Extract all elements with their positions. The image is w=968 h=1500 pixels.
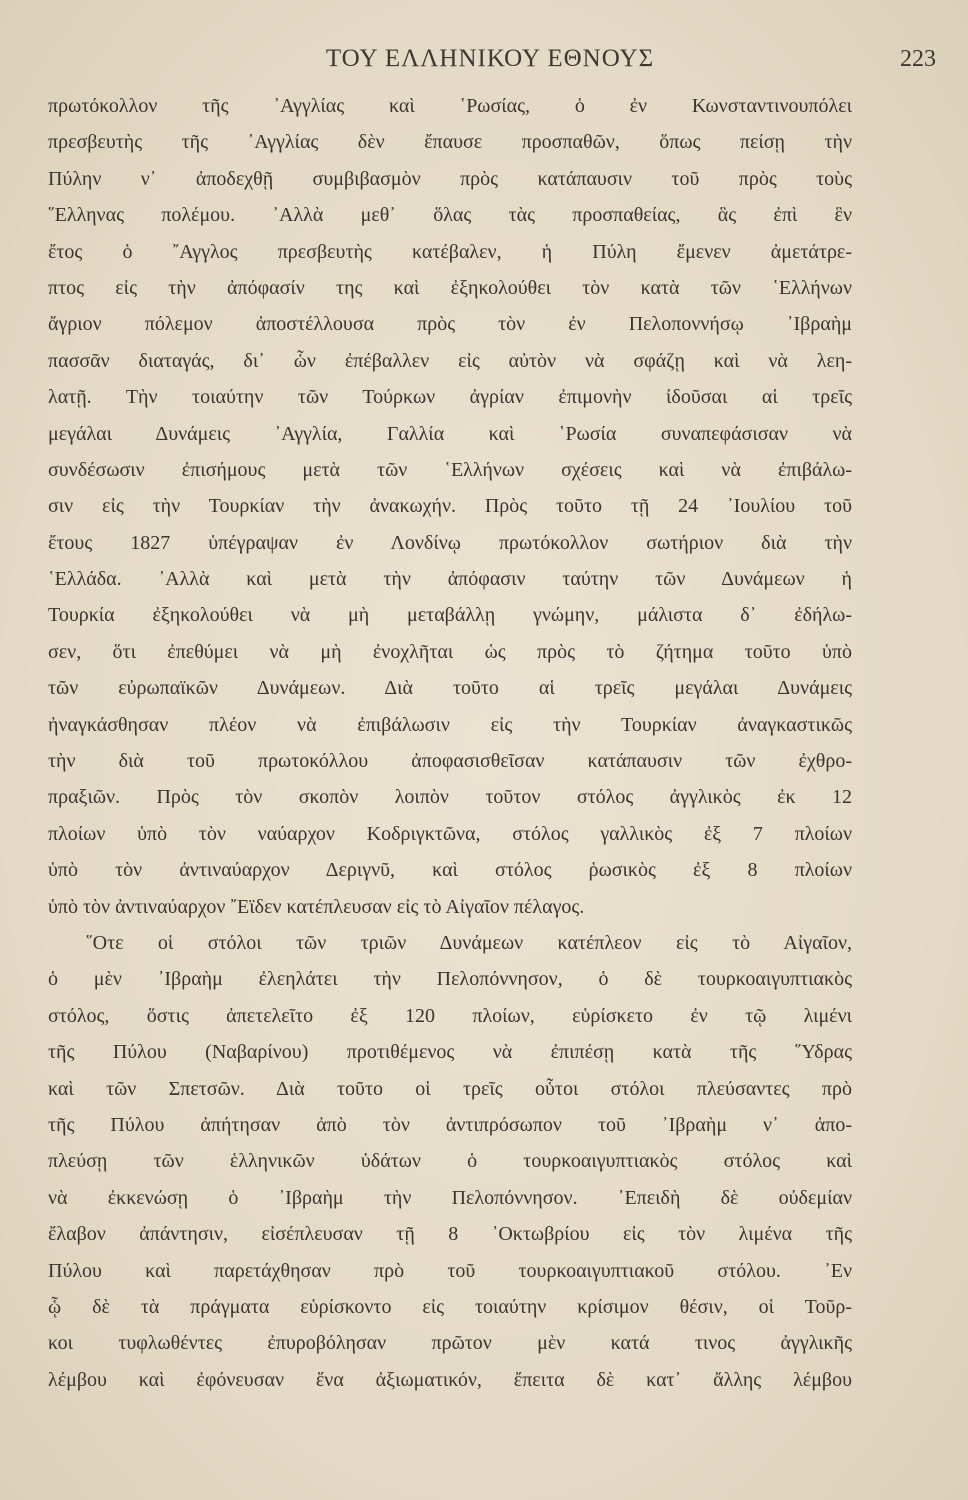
text-line: πλεύσῃ τῶν ἑλληνικῶν ὑδάτων ὁ τουρκοαιγυπτιακὸς στόλος καὶ [48,1150,852,1173]
text-line: πλοίων ὑπὸ τὸν ναύαρχον Κοδριγκτῶνα, στόλος γαλλικὸς ἐξ 7 πλοίων [48,822,852,845]
running-head [40,42,940,76]
text-line: ὁ μὲν ᾿Ιβραὴμ ἐλεηλάτει τὴν Πελοπόννησον, ὁ δὲ τουρκοαιγυπτιακὸς [48,968,852,991]
text-line: τὴν διὰ τοῦ πρωτοκόλλου ἀποφασισθεῖσαν κατάπαυσιν τῶν ἐχθρο- [48,750,852,773]
paragraph [48,88,852,925]
page-number: 223 [900,46,936,72]
text-line: πτος εἰς τὴν ἀπόφασίν της καὶ ἐξηκολούθει τὸν κατὰ τῶν ῾Ελλήνων [48,276,852,299]
text-line: κοι τυφλωθέντες ἐπυροβόλησαν πρῶτον μὲν κατά τινος ἀγγλικῆς [48,1332,852,1355]
text-line: ῾Ελλάδα. ᾿Αλλὰ καὶ μετὰ τὴν ἀπόφασιν ταύτην τῶν Δυνάμεων ἡ [48,568,852,591]
text-line: πρεσβευτὴς τῆς ᾿Αγγλίας δὲν ἔπαυσε προσπαθῶν, ὅπως πείσῃ τὴν [48,131,852,154]
text-line: σεν, ὅτι ἐπεθύμει νὰ μὴ ἐνοχλῆται ὡς πρὸς τὸ ζήτημα τοῦτο ὑπὸ [48,640,852,663]
text-line: ἠναγκάσθησαν πλέον νὰ ἐπιβάλωσιν εἰς τὴν Τουρκίαν ἀναγκαστικῶς [48,713,852,736]
text-line: ὑπὸ τὸν ἀντιναύαρχον Δεριγνῦ, καὶ στόλος ῥωσικὸς ἐξ 8 πλοίων [48,859,852,882]
text-line: μεγάλαι Δυνάμεις ᾿Αγγλία, Γαλλία καὶ ῾Ρωσία συναπεφάσισαν νὰ [48,422,852,445]
text-line: ῞Οτε οἱ στόλοι τῶν τριῶν Δυνάμεων κατέπλεον εἰς τὸ Αἰγαῖον, [86,931,852,954]
text-line: ἔτος ὁ ῎Αγγλος πρεσβευτὴς κατέβαλεν, ἡ Πύλη ἔμενεν ἀμετάτρε- [48,240,852,263]
text-line: ῞Ελληνας πολέμου. ᾿Αλλὰ μεθ᾿ ὅλας τὰς προσπαθείας, ἃς ἐπὶ ἓν [48,204,852,227]
text-line: τῆς Πύλου ἀπήτησαν ἀπὸ τὸν ἀντιπρόσωπον τοῦ ᾿Ιβραὴμ ν᾿ ἀπο- [48,1113,852,1136]
text-line: ὑπὸ τὸν ἀντιναύαρχον ῎Εϊδεν κατέπλευσαν εἰς τὸ Αἰγαῖον πέλαγος. [48,895,585,918]
text-line: καὶ τῶν Σπετσῶν. Διὰ τοῦτο οἱ τρεῖς οὗτοι στόλοι πλεύσαντες πρὸ [48,1077,852,1100]
text-line: νὰ ἐκκενώσῃ ὁ ᾿Ιβραὴμ τὴν Πελοπόννησον. ᾿Επειδὴ δὲ οὐδεμίαν [48,1186,852,1209]
text-line: Τουρκία ἐξηκολούθει νὰ μὴ μεταβάλλῃ γνώμην, μάλιστα δ᾿ ἐδήλω- [48,604,852,627]
paragraph [48,925,852,1398]
text-line: ἄγριον πόλεμον ἀποστέλλουσα πρὸς τὸν ἐν Πελοποννήσῳ ᾿Ιβραὴμ [48,313,852,336]
running-title: ΤΟΥ ΕΛΛΗΝΙΚΟΥ ΕΘΝΟΥΣ [325,45,655,72]
text-line: Πύλου καὶ παρετάχθησαν πρὸ τοῦ τουρκοαιγυπτιακοῦ στόλου. ᾿Εν [48,1259,852,1282]
body-text [48,88,852,1398]
text-line: ᾧ δὲ τὰ πράγματα εὑρίσκοντο εἰς τοιαύτην κρίσιμον θέσιν, οἱ Τοῦρ- [48,1295,852,1318]
text-line: πραξιῶν. Πρὸς τὸν σκοπὸν λοιπὸν τοῦτον στόλος ἀγγλικὸς ἐκ 12 [48,786,852,809]
text-line: στόλος, ὅστις ἀπετελεῖτο ἐξ 120 πλοίων, εὑρίσκετο ἐν τῷ λιμένι [48,1004,852,1027]
text-line: τῶν εὐρωπαϊκῶν Δυνάμεων. Διὰ τοῦτο αἱ τρεῖς μεγάλαι Δυνάμεις [48,677,852,700]
text-line: λέμβου καὶ ἐφόνευσαν ἕνα ἀξιωματικόν, ἔπειτα δὲ κατ᾿ ἄλλης λέμβου [48,1368,852,1391]
text-line: συνδέσωσιν ἐπισήμους μετὰ τῶν ῾Ελλήνων σχέσεις καὶ νὰ ἐπιβάλω- [48,458,852,481]
text-line: σιν εἰς τὴν Τουρκίαν τὴν ἀνακωχήν. Πρὸς τοῦτο τῇ 24 ᾿Ιουλίου τοῦ [48,495,852,518]
text-line: πασσᾶν διαταγάς, δι᾿ ὧν ἐπέβαλλεν εἰς αὐτὸν νὰ σφάζῃ καὶ νὰ λεη- [48,349,852,372]
text-line: Πύλην ν᾿ ἀποδεχθῇ συμβιβασμὸν πρὸς κατάπαυσιν τοῦ πρὸς τοὺς [48,167,852,190]
text-line: λατῇ. Τὴν τοιαύτην τῶν Τούρκων ἀγρίαν ἐπιμονὴν ἰδοῦσαι αἱ τρεῖς [48,386,852,409]
text-line: ἔλαβον ἀπάντησιν, εἰσέπλευσαν τῇ 8 ᾿Οκτωβρίου εἰς τὸν λιμένα τῆς [48,1223,852,1246]
text-line: ἔτους 1827 ὑπέγραψαν ἐν Λονδίνῳ πρωτόκολλον σωτήριον διὰ τὴν [48,531,852,554]
text-line: πρωτόκολλον τῆς ᾿Αγγλίας καὶ ῾Ρωσίας, ὁ ἐν Κωνσταντινουπόλει [48,95,852,117]
text-line: τῆς Πύλου (Ναβαρίνου) προτιθέμενος νὰ ἐπιπέσῃ κατὰ τῆς ῞Υδρας [48,1041,852,1064]
